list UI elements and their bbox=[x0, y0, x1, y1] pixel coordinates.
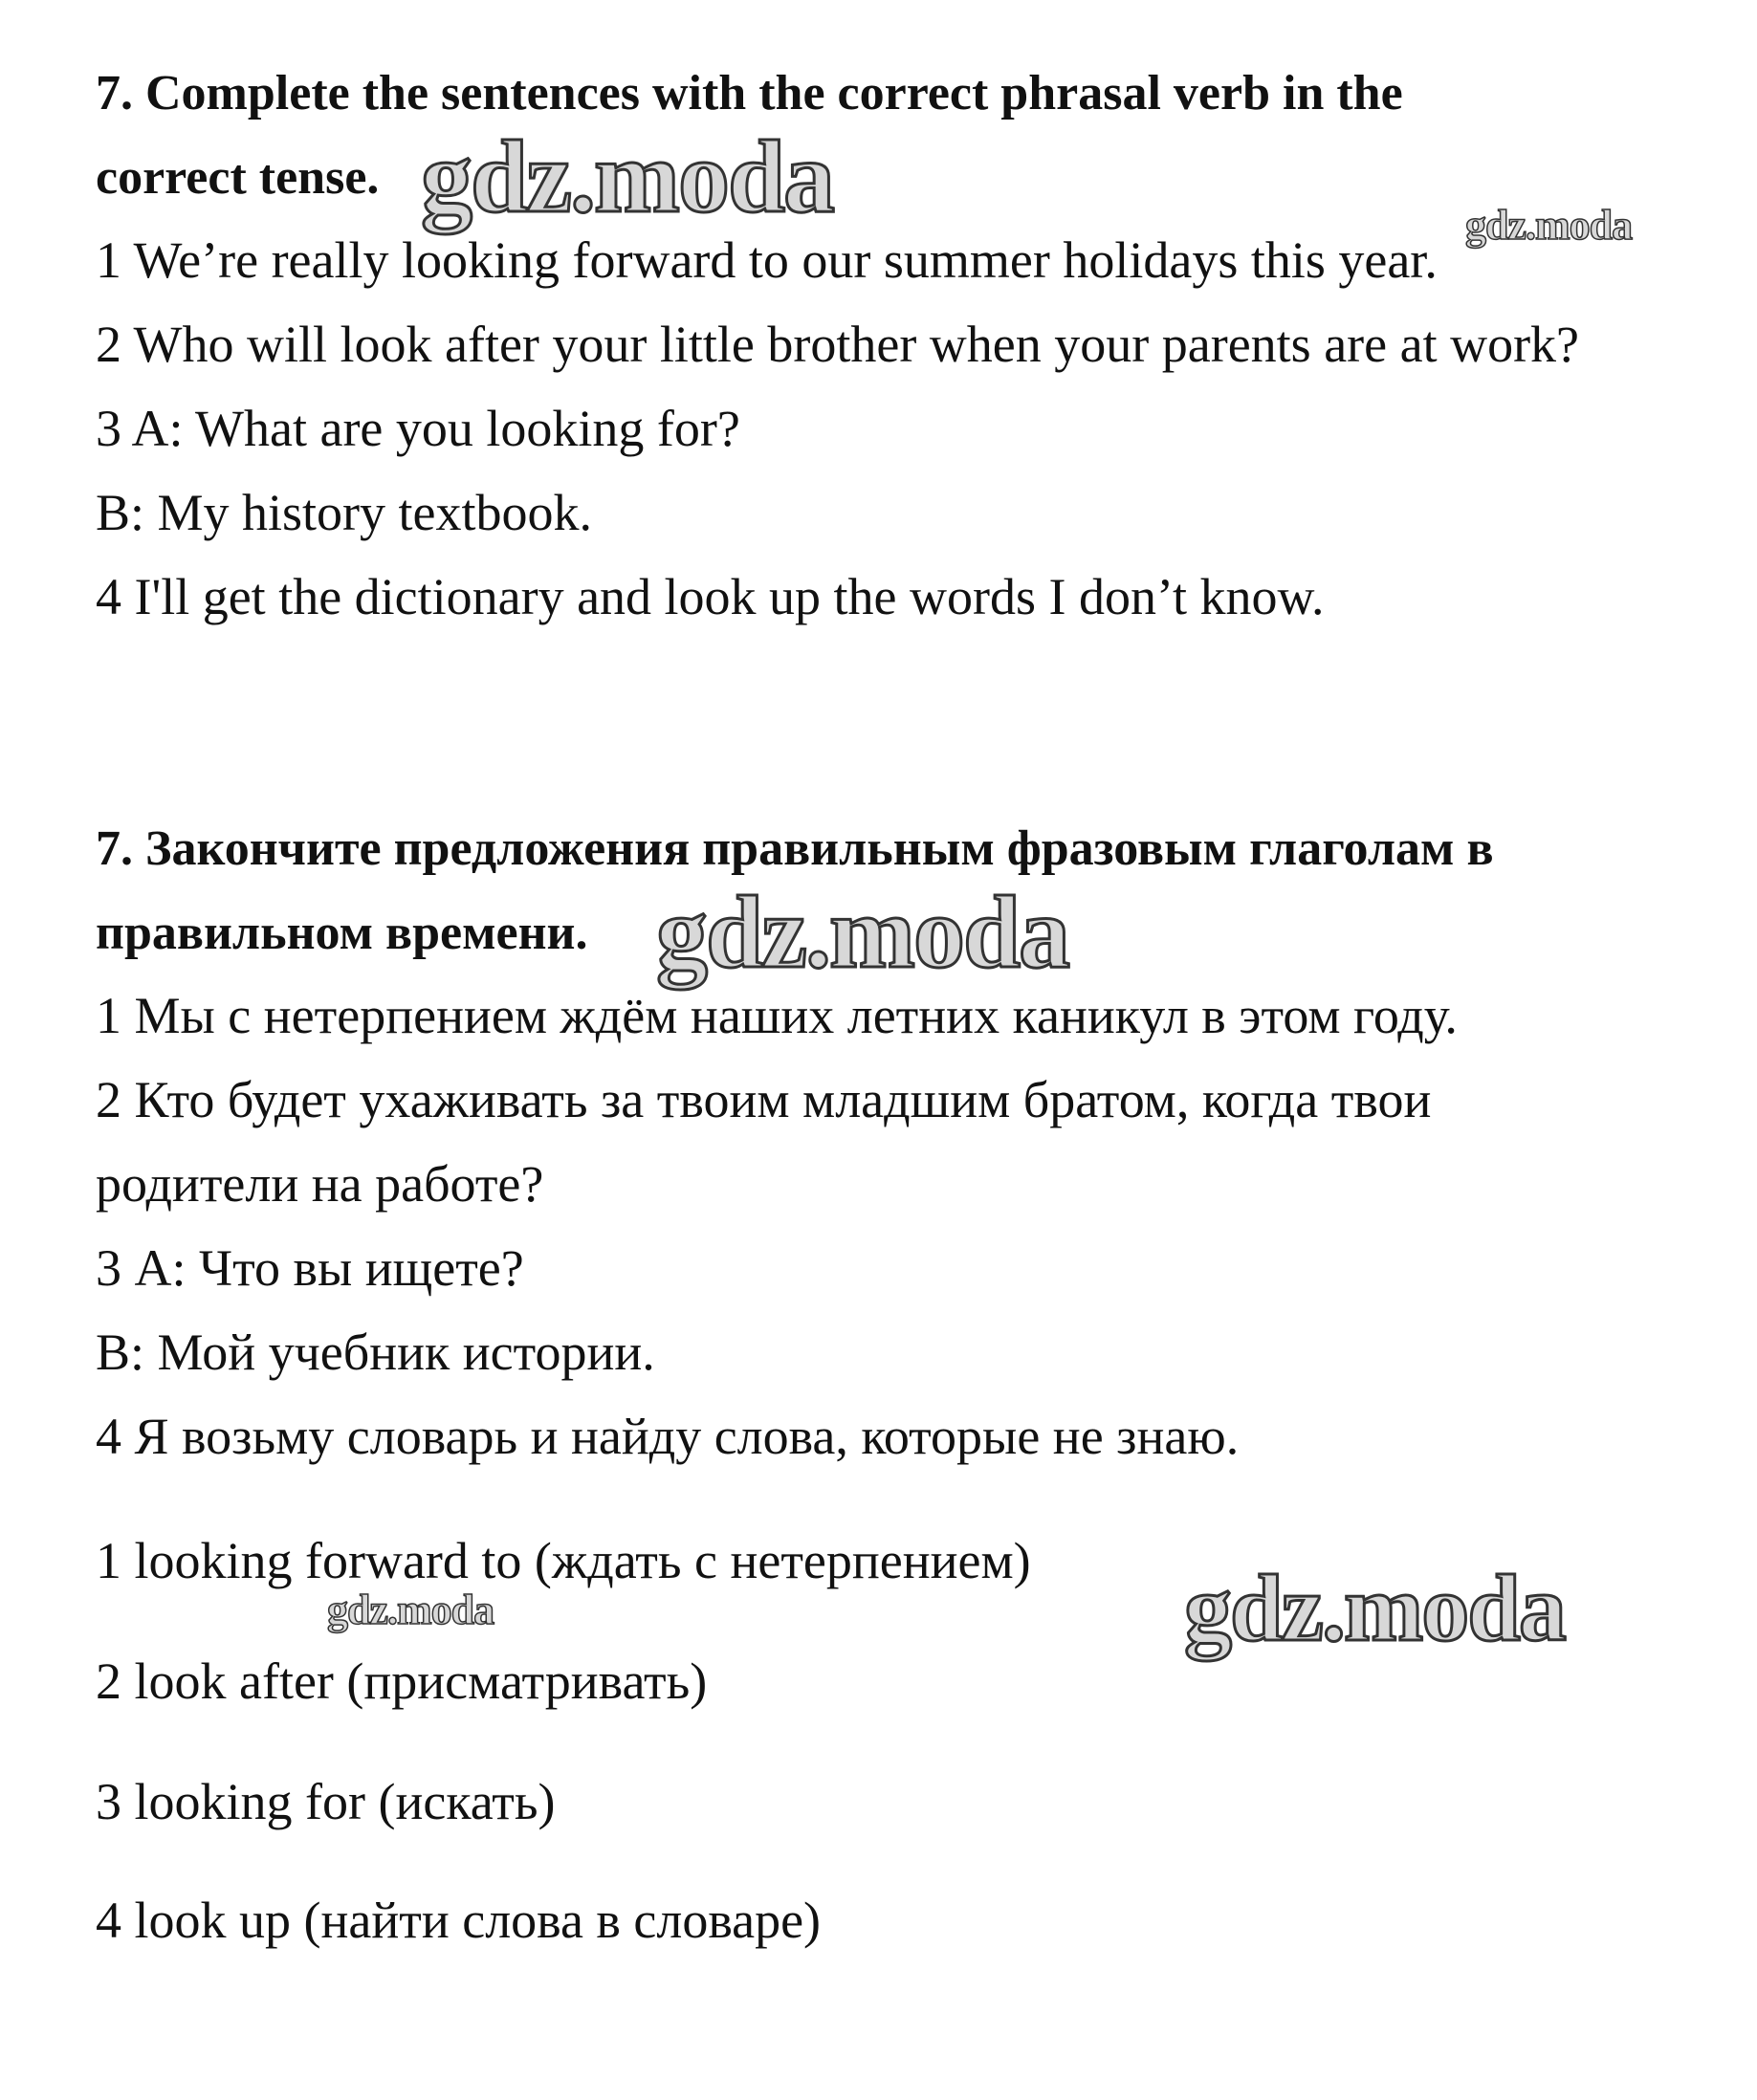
answer-2: 2 look after (присматривать) bbox=[96, 1652, 708, 1710]
russian-sentence-3b: В: Мой учебник истории. bbox=[96, 1323, 655, 1381]
watermark-logo: gdz.moda bbox=[421, 120, 834, 234]
russian-sentence-1: 1 Мы с нетерпением ждём наших летних каникул в этом году. bbox=[96, 987, 1458, 1044]
russian-sentence-2: 2 Кто будет ухаживать за твоим младшим братом, когда твои bbox=[96, 1071, 1432, 1128]
russian-sentence-4: 4 Я возьму словарь и найду слова, которые не знаю. bbox=[96, 1408, 1240, 1465]
russian-heading-line2: правильном времени. bbox=[96, 906, 588, 960]
answer-4: 4 look up (найти слова в словаре) bbox=[96, 1892, 822, 1949]
answer-1: 1 looking forward to (ждать с нетерпением) bbox=[96, 1532, 1031, 1589]
russian-sentence-3a: 3 А: Что вы ищете? bbox=[96, 1239, 524, 1297]
watermark-logo-small: gdz.moda bbox=[1465, 202, 1633, 249]
english-sentence-1: 1 We’re really looking forward to our summer holidays this year. bbox=[96, 231, 1438, 289]
english-sentence-2: 2 Who will look after your little brother when your parents are at work? bbox=[96, 316, 1580, 373]
watermark-logo: gdz.moda bbox=[656, 876, 1069, 990]
answer-3: 3 looking for (искать) bbox=[96, 1773, 556, 1830]
russian-sentence-2-cont: родители на работе? bbox=[96, 1155, 544, 1213]
russian-heading-line1: 7. Закончите предложения правильным фразовым глаголам в bbox=[96, 821, 1494, 876]
english-sentence-4: 4 I'll get the dictionary and look up the words I don’t know. bbox=[96, 568, 1325, 625]
english-sentence-3a: 3 A: What are you looking for? bbox=[96, 400, 740, 457]
watermark-logo-small: gdz.moda bbox=[327, 1586, 494, 1633]
english-heading-line1: 7. Complete the sentences with the correct phrasal verb in the bbox=[96, 66, 1403, 120]
english-heading-line2: correct tense. bbox=[96, 150, 380, 205]
english-sentence-3b: B: My history textbook. bbox=[96, 484, 593, 541]
watermark-logo: gdz.moda bbox=[1184, 1555, 1565, 1661]
